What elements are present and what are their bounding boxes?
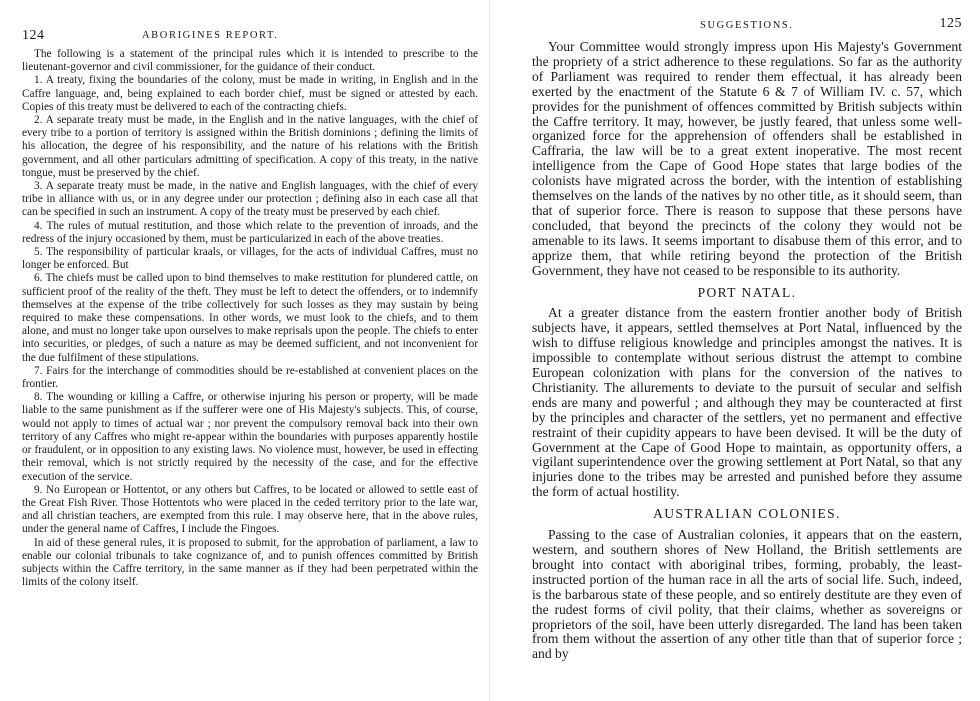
paragraph: 7. Fairs for the interchange of commodities should be re-established at convenient places on the frontier.	[22, 364, 478, 391]
paragraph: 1. A treaty, fixing the boundaries of the colony, must be made in writing, in English and in the Caffre language, and, being explained to each border chief, must be signed or attested by each. Copies of this treaty must be delivered to each of the contracting chiefs.	[22, 74, 478, 113]
paragraph: 8. The wounding or killing a Caffre, or otherwise injuring his person or property, will be made liable to the same punishment as if the sufferer were one of His Majesty's subjects. This, of course, would not apply to times of actual war ; nor prevent the compulsory removal back into their own territory of any Caffres who might re-appear within the boundaries with purposes apparently hostile or fraudulent, or in opposition to any existing laws. No violence must, however, be used in effecting their removal, which is not strictly required by the necessity of the case, and for the effective execution of the service.	[22, 391, 478, 483]
running-head: SUGGESTIONS.	[700, 20, 794, 31]
paragraph: The following is a statement of the principal rules which it is intended to prescribe to the lieutenant-governor and civil commissioner, for the guidance of their conduct.	[22, 48, 478, 74]
running-head: ABORIGINES REPORT.	[142, 30, 279, 41]
section-heading-australian-colonies: AUSTRALIAN COLONIES.	[653, 506, 841, 522]
section-heading-port-natal: PORT NATAL.	[697, 284, 797, 300]
paragraph: In aid of these general rules, it is proposed to submit, for the approbation of parliament, a law to enable our colonial tribunals to take cognizance of, and to punish offences committed by British subjects within the Caffre territory, in the same manner as if they had been perpetrated within the limits of the colony itself.	[22, 536, 478, 589]
right-page-body	[532, 40, 962, 662]
page-number: 125	[939, 16, 962, 31]
paragraph: 6. The chiefs must be called upon to bind themselves to make restitution for plundered cattle, on sufficient proof of the reality of the theft. They must be left to detect the offenders, or to indemnify themselves at the expense of the tribe collectively for such losses as they may sustain by being required to make these compensations. In other words, we must look to the chiefs, and to them alone, and must no longer take upon ourselves to make reprisals upon the people. The chiefs to enter into securities, or pledges, of such a nature as may be deemed sufficient, and not inconvenient for the due fulfilment of these stipulations.	[22, 272, 478, 364]
left-page-body	[22, 48, 478, 589]
left-page-header	[22, 18, 478, 42]
paragraph: Passing to the case of Australian colonies, it appears that on the eastern, western, and southern shores of New Holland, the British settlements are brought into contact with aboriginal tribes, forming, probably, the least-instructed portion of the human race in all the arts of social life. Such, indeed, is the barbarous state of these people, and so entirely destitute are they even of the rudest forms of civil polity, that their claims, whether as sovereigns or proprietors of the soil, have been utterly disregarded. The land has been taken from them without the assertion of any other title than that of superior force ; and by	[532, 527, 962, 662]
paragraph: 5. The responsibility of particular kraals, or villages, for the acts of individual Caffres, must no longer be enforced. But	[22, 246, 478, 272]
paragraph: Your Committee would strongly impress upon His Majesty's Government the propriety of a strict adherence to these regulations. So far as the authority of Parliament was required to render them effectual, it has already been exerted by the enactment of the Statute 6 & 7 of William IV. c. 57, which provides for the punishment of offences committed by British subjects within the Caffre territory. It may, however, be justly feared, that unless some well-organized force for the apprehension of offenders shall be established in Caffraria, the law will be to a great extent inoperative. The most recent intelligence from the Cape of Good Hope states that large bodies of the colonists have migrated across the border, with the intention of establishing themselves on the lands of the natives by no other title, as it should seem, than that of superior force. There is reason to suppose that these persons have concluded, that beyond the precincts of the colony they would not be amenable to its laws. It seems important to disabuse them of this error, and to apprize them, that while retiring beyond the protection of the British Government, they have not ceased to be responsible to its authority.	[532, 39, 962, 278]
right-page	[490, 0, 980, 701]
page-number: 124	[22, 28, 45, 43]
right-page-header	[532, 16, 962, 40]
paragraph: 3. A separate treaty must be made, in the native and English languages, with the chief of every tribe in alliance with us, or in any degree under our protection ; defining also in each case all that can be specified in such an instrument. A copy of the treaty must be preserved by each chief.	[22, 180, 478, 219]
paragraph: 9. No European or Hottentot, or any others but Caffres, to be located or allowed to settle east of the Great Fish River. Those Hottentots who were placed in the ceded territory prior to the late war, and all christian teachers, are exempted from this rule. I may observe here, that in the above rules, under the general name of Caffres, I include the Fingoes.	[22, 483, 478, 536]
paragraph: At a greater distance from the eastern frontier another body of British subjects have, it appears, settled themselves at Port Natal, influenced by the wish to diffuse religious knowledge and principles amongst the natives. It is impossible to contemplate without serious distrust the attempt to combine European colonization with plans for the conversion of the natives to Christianity. The allurements to deviate to the pursuit of secular and selfish ends are many and powerful ; and although they may be counteracted at first by the principles and character of the settlers, yet no permanent and effective restraint of their cupidity appears to have been devised. It will be the duty of Government at the Cape of Good Hope to maintain, as opportunity offers, a vigilant superintendence over the growing settlement at Port Natal, so that any injuries done to the tribes may be arrested and punished before they assume the form of actual hostility.	[532, 305, 962, 500]
paragraph: 2. A separate treaty must be made, in the English and in the native languages, with the chief of every tribe to a portion of territory is assigned within the British dominions ; defining the limits of his allocation, the degree of his responsibility, and the nature of his relations with the British government, and all other particulars admitting of specification. A copy of this treaty, in the native tongue, must be preserved by the chief.	[22, 114, 478, 179]
paragraph: 4. The rules of mutual restitution, and those which relate to the prevention of inroads, and the redress of the injury occasioned by them, must be particularized in each of the above treaties.	[22, 219, 478, 245]
